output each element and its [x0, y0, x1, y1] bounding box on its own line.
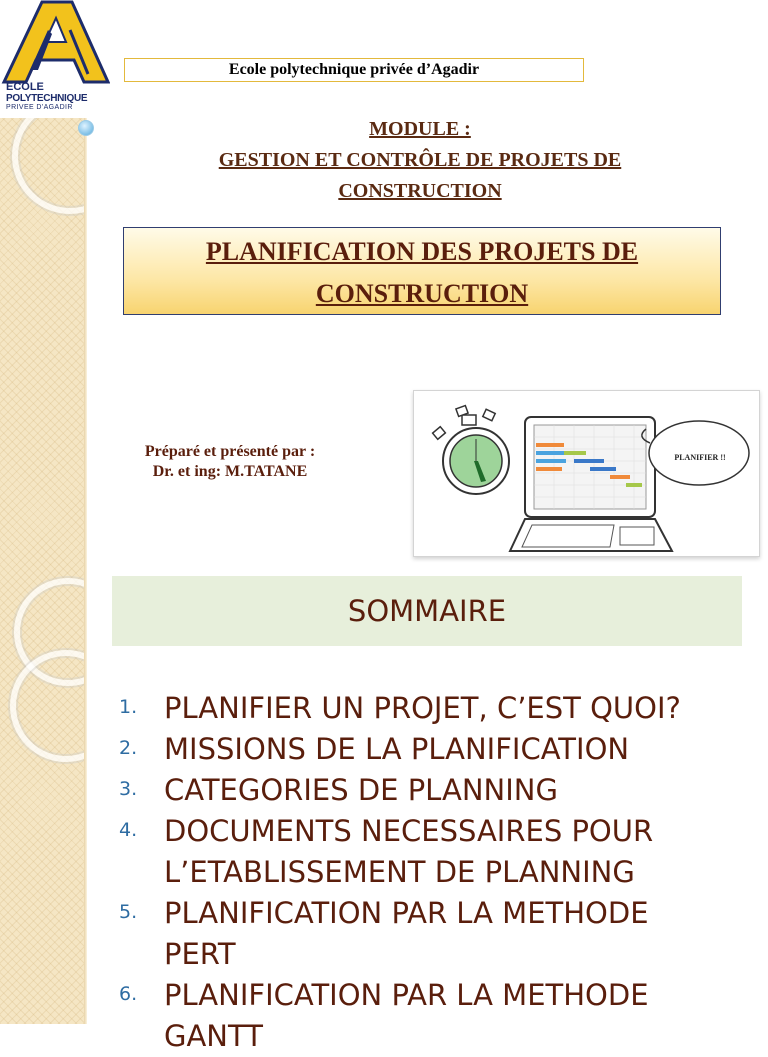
school-logo: [0, 0, 110, 118]
summary-item-number: 2.: [119, 737, 138, 759]
planning-illustration: [413, 390, 760, 557]
summary-item-number: 5.: [119, 901, 138, 923]
presenter-label: Préparé et présenté par :: [144, 443, 316, 460]
summary-item-text: DOCUMENTS NECESSAIRES POUR: [164, 814, 654, 848]
summary-item-number: 1.: [119, 696, 138, 718]
summary-item-number: 6.: [119, 983, 138, 1005]
logo-line-privee: PRIVEE D'AGADIR: [6, 104, 73, 111]
summary-item-text: MISSIONS DE LA PLANIFICATION: [164, 732, 630, 766]
summary-item: [112, 975, 752, 1057]
logo-line-ecole: ECOLE: [6, 81, 44, 93]
summary-item-number: 3.: [119, 778, 138, 800]
laptop-icon: [510, 417, 672, 551]
sommaire-heading: SOMMAIRE: [112, 576, 742, 646]
decorative-side-strip: [0, 0, 84, 1024]
laptop-gantt-illustration: [414, 391, 759, 556]
summary-item-text: PLANIFICATION PAR LA METHODE: [164, 978, 649, 1012]
module-title-line1: GESTION ET CONTRÔLE DE PROJETS DE: [218, 149, 622, 171]
logo-text: [6, 82, 110, 112]
summary-item-text: L’ETABLISSEMENT DE PLANNING: [164, 855, 635, 889]
module-label: MODULE :: [369, 118, 471, 140]
decorative-dot: [78, 120, 94, 136]
presenter-info: [120, 442, 340, 482]
summary-item: [112, 688, 752, 729]
summary-list: [112, 688, 752, 1057]
module-heading: [150, 114, 690, 207]
module-title-line2: CONSTRUCTION: [338, 180, 502, 202]
side-strip-edge: [84, 0, 87, 1024]
title-line2: CONSTRUCTION: [315, 279, 529, 308]
logo-line-polytechnique: POLYTECHNIQUE: [6, 93, 88, 104]
presenter-name: Dr. et ing: M.TATANE: [152, 463, 308, 480]
summary-item-text: CATEGORIES DE PLANNING: [164, 773, 558, 807]
summary-item: [112, 811, 752, 893]
stopwatch-icon: [433, 406, 509, 494]
summary-item: [112, 893, 752, 975]
summary-item-text: PLANIFIER UN PROJET, C’EST QUOI?: [164, 691, 681, 725]
summary-item: [112, 770, 752, 811]
presentation-title: [123, 227, 721, 315]
summary-item-text: PLANIFICATION PAR LA METHODE: [164, 896, 649, 930]
speech-bubble-text: PLANIFIER !!: [674, 453, 726, 462]
summary-item-text: GANTT: [164, 1019, 263, 1053]
summary-item-number: 4.: [119, 819, 138, 841]
title-line1: PLANIFICATION DES PROJETS DE: [205, 237, 639, 266]
decorative-ring: [10, 650, 84, 762]
summary-item: [112, 729, 752, 770]
summary-item-text: PERT: [164, 937, 236, 971]
school-name: Ecole polytechnique privée d’Agadir: [124, 58, 584, 82]
